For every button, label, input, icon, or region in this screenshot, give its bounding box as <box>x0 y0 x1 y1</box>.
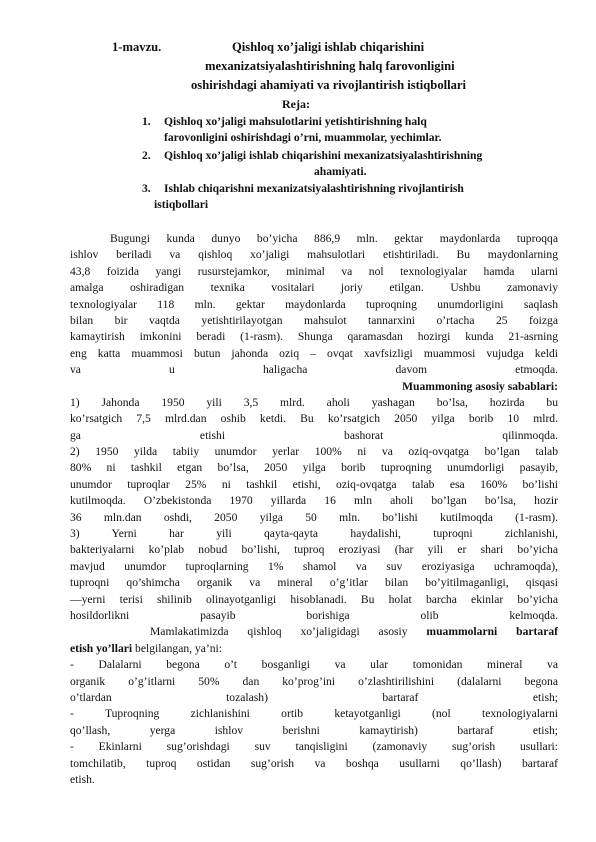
body-line: 1) Jahonda 1950 yili 3,5 mlrd. aholi yashagan bo’lsa, hozirda bu <box>70 395 558 409</box>
body-line <box>70 624 558 640</box>
body-line: hosildorlikni pasayib borishiga olib kelmoqda. <box>70 608 558 622</box>
body-line: ―yerni terisi shilinib olinayotganligi hisoblanadi. Bu holat barcha ekinlar bo’yicha <box>70 592 558 606</box>
body-line: tomchilatib, tuproq ostidan sug’orish va boshqa usullarni qo’llash) bartaraf <box>70 756 558 770</box>
topic-label: 1-mavzu. <box>112 40 162 54</box>
plan-item-text-cont: istiqbollari <box>154 198 209 211</box>
body-line: va u haligacha davom etmoqda. <box>70 363 558 377</box>
body-line: 2) 1950 yilda tabiiy unumdor yerlar 100% ni va oziq-ovqatga bo’lgan talab <box>70 445 558 459</box>
body-line: kamaytirish imkonini beradi (1-rasm). Shunga qaramasdan hozirgi kunda 21-asrning <box>70 330 558 344</box>
plan-item-2 <box>142 148 482 180</box>
body-bold-span: muammolarni bartaraf <box>426 625 558 639</box>
plan-item-number: 2. <box>142 149 151 162</box>
body-line <box>70 641 558 657</box>
body-line: amalga oshiradigan texnika vositalari joriy etilgan. Ushbu zamonaviy <box>70 281 558 295</box>
body-text-span: Mamlakatimizda qishloq xo’jaligidagi asosiy <box>150 625 427 639</box>
body-line: 3) Yerni har yili qayta-qayta haydalishi, tuproqni zichlanishi, <box>70 527 558 541</box>
title-line-1: Qishloq xo’jaligi ishlab chiqarishini <box>232 40 425 54</box>
plan-item-text: Qishloq xo’jaligi mahsulotlarini yetishtirishning halq <box>164 115 427 128</box>
body-line: - Tuproqning zichlanishini ortib ketayotganligi (nol texnologiyalarni <box>70 707 558 721</box>
body-line: 43,8 foizida yangi rusurstejamkor, minimal va nol texnologiyalar hamda ularni <box>70 264 558 278</box>
body-line: 80% ni tashkil etgan bo’lsa, 2050 yilga borib tuproqning unumdorligi pasayib, <box>70 461 558 475</box>
body-line: ko’rsatgich 7,5 mlrd.dan oshib ketdi. Bu ko’rsatgich 2050 yilga borib 10 mlrd. <box>70 412 558 426</box>
body-line: tuproqni qo’shimcha organik va mineral o’g’itlar bilan bo’yitilmaganligi, qisqasi <box>70 576 558 590</box>
plan-item-text: Ishlab chiqarishni mexanizatsiyalashtirishning rivojlantirish <box>164 182 464 195</box>
body-line: 36 mln.dan oshdi, 2050 yilga 50 mln. bo’lishi kutilmoqda (1-rasm). <box>70 510 558 524</box>
body-line: - Ekinlarni sug’orishdagi suv tanqisligini (zamonaviy sug’orish usullari: <box>70 740 558 754</box>
body-line: etish. <box>70 772 95 786</box>
body-line: Muammoning asosiy sabablari: <box>402 379 558 393</box>
body-text-span: belgilangan, ya’ni: <box>132 641 222 655</box>
plan-item-text: Qishloq xo’jaligi ishlab chiqarishini mexanizatsiyalashtirishning <box>164 149 483 162</box>
body-line: organik o’g’itlarni 50% dan ko’prog’ini o’zlashtirilishini (dalalarni begona <box>70 674 558 688</box>
body-line: bakteriyalarni ko’plab nobud bo’lishi, tuproq eroziyasi (har yili er shari bo’yicha <box>70 543 558 557</box>
plan-item-number: 3. <box>142 182 151 195</box>
body-line: qo’llash, yerga ishlov berishni kamaytirish) bartaraf etish; <box>70 723 558 737</box>
body-line: mavjud unumdor tuproqlarning 1% shamol va suv eroziyasiga uchramoqda), <box>70 559 558 573</box>
plan-item-number: 1. <box>142 115 151 128</box>
body-line: bilan bir vaqtda yetishtirilayotgan mahsulot tannarxini o’rtacha 25 foizga <box>70 313 558 327</box>
body-line: Bugungi kunda dunyo bo’yicha 886,9 mln. gektar maydonlarda tuproqqa <box>110 232 558 245</box>
body-bold-span: etish yo’llari <box>70 641 133 655</box>
plan-item-text-cont: farovonligini oshirishdagi o’rni, muammolar, yechimlar. <box>164 131 442 144</box>
body-line: o’tlardan tozalash) bartaraf etish; <box>70 690 558 704</box>
body-line: ga etishi bashorat qilinmoqda. <box>70 428 558 442</box>
body-text <box>70 231 558 788</box>
plan-item-text-cont: ahamiyati. <box>314 165 367 178</box>
body-line: - Dalalarni begona o’t bosganligi va ular tomonidan mineral va <box>70 658 558 672</box>
plan-item-1 <box>142 114 442 146</box>
body-line: eng katta muammosi butun jahonda oziq – ovqat xavfsizligi muammosi vujudga keldi <box>70 346 558 360</box>
body-line: texnologiyalar 118 mln. gektar maydonlarda tuproqning unumdorligini saqlash <box>70 297 558 311</box>
body-line: ishlov beriladi va qishloq xo’jaligi mahsulotlari etishtiriladi. Bu maydonlarning <box>70 248 558 262</box>
body-line: kutilmoqda. O’zbekistonda 1970 yillarda 16 mln aholi bo’lgan bo’lsa, hozir <box>70 494 558 508</box>
plan-heading: Reja: <box>282 97 310 111</box>
title-line-2: mexanizatsiyalashtirishning halq farovonligini <box>205 59 455 73</box>
plan-item-3 <box>142 181 464 213</box>
title-line-3: oshirishdagi ahamiyati va rivojlantirish istiqbollari <box>191 78 466 92</box>
body-line: unumdor tuproqlar 25% ni tashkil etishi, oziq-ovqatga talab esa 160% bo’lishi <box>70 477 558 491</box>
